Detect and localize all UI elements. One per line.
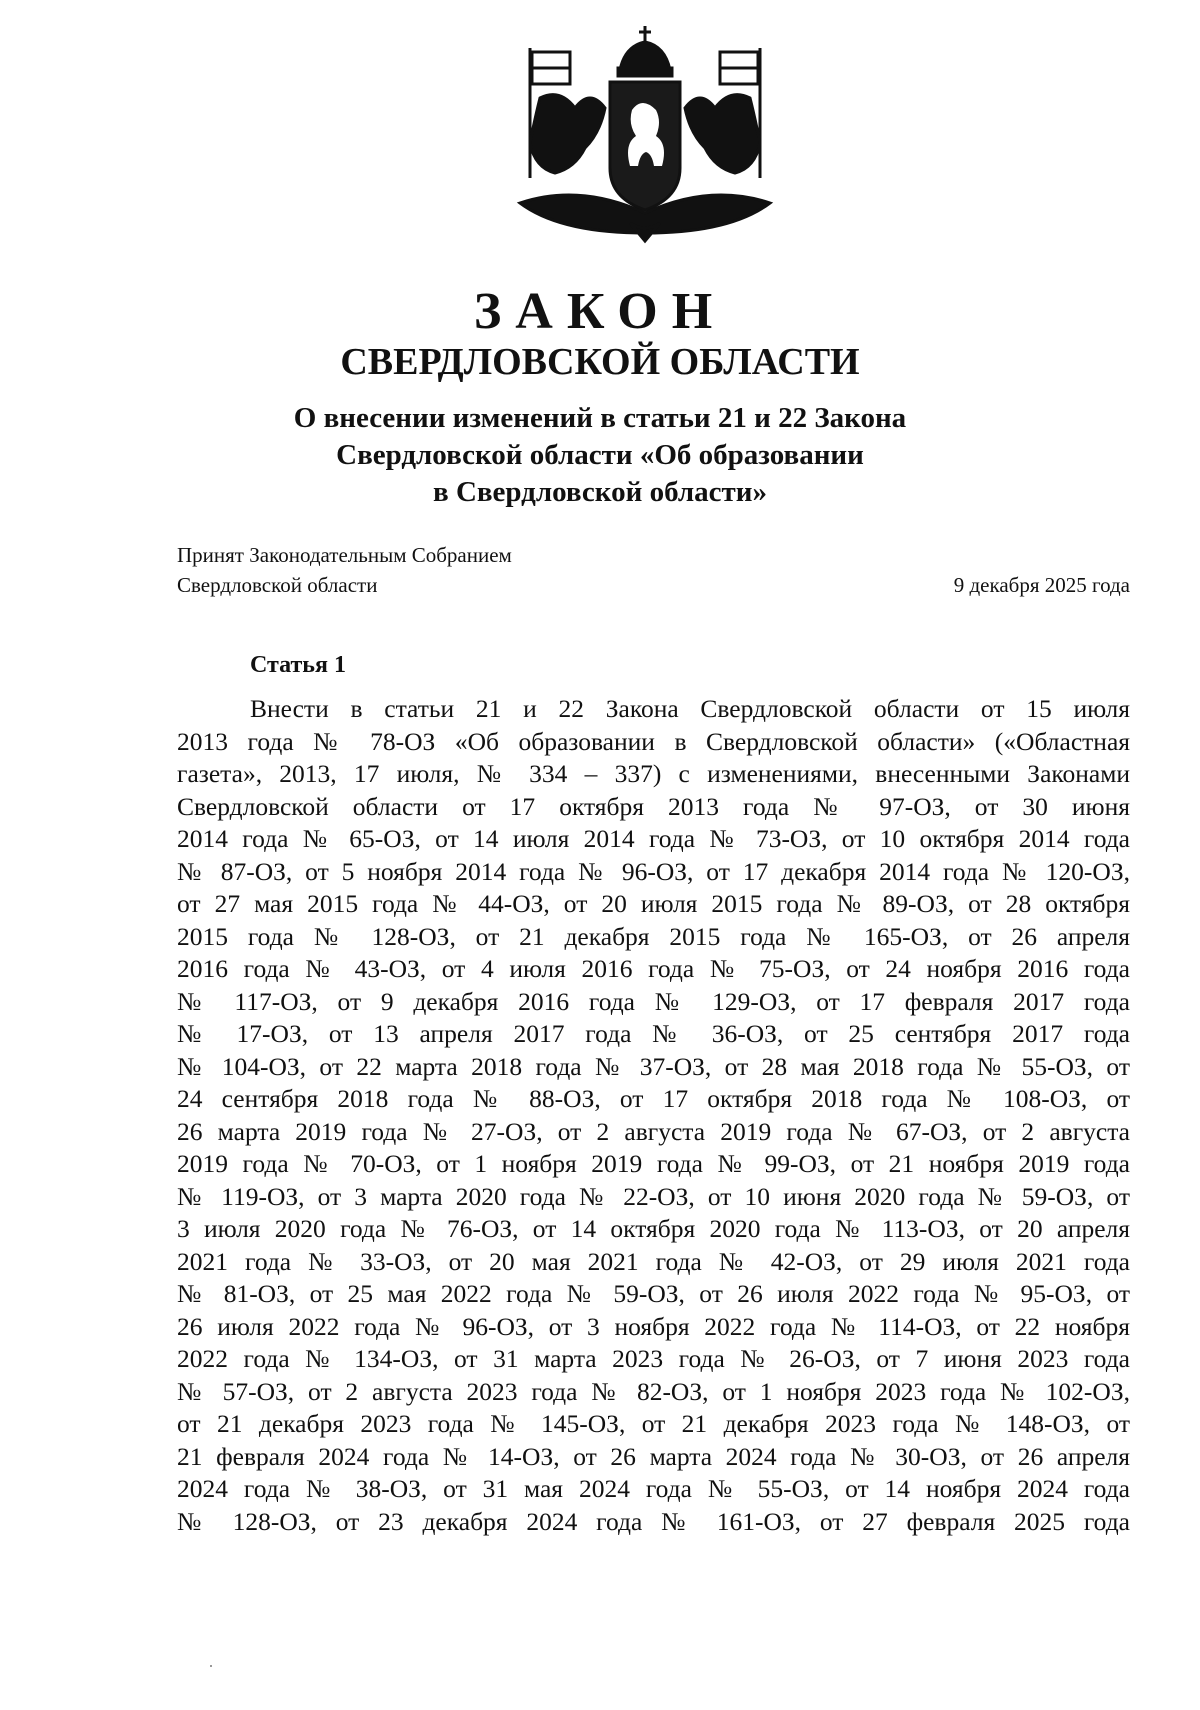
- law-subject: [0, 400, 1200, 511]
- article-line: 3 июля 2020 года № 76-ОЗ, от 14 октября 2020 года № 113-ОЗ, от 20 апреля: [177, 1214, 1130, 1243]
- law-subject-line: Свердловской области «Об образовании: [336, 439, 864, 471]
- article-line: № 117-ОЗ, от 9 декабря 2016 года № 129-ОЗ, от 17 февраля 2017 года: [177, 986, 1130, 1016]
- law-subject-line: О внесении изменений в статьи 21 и 22 Закона: [293, 402, 907, 434]
- article-line: 2022 года № 134-ОЗ, от 31 марта 2023 года № 26-ОЗ, от 7 июня 2023 года: [177, 1344, 1130, 1373]
- article-line: Внести в статьи 21 и 22 Закона Свердловской области от 15 июля: [250, 694, 1130, 723]
- article-line: 26 марта 2019 года № 27-ОЗ, от 2 августа 2019 года № 67-ОЗ, от 2 августа: [177, 1116, 1130, 1146]
- adoption-date: 9 декабря 2025 года: [953, 573, 1130, 597]
- adoption-line: Свердловской области: [177, 573, 378, 597]
- article-line: 2015 года № 128-ОЗ, от 21 декабря 2015 года № 165-ОЗ, от 26 апреля: [177, 921, 1130, 951]
- article-line: 2021 года № 33-ОЗ, от 20 мая 2021 года № 42-ОЗ, от 29 июля 2021 года: [177, 1246, 1130, 1276]
- article-line: 2013 года № 78-ОЗ «Об образовании в Свердловской области» («Областная: [177, 726, 1130, 756]
- article-line: № 128-ОЗ, от 23 декабря 2024 года № 161-ОЗ, от 27 февраля 2025 года: [177, 1506, 1130, 1536]
- article-line: № 17-ОЗ, от 13 апреля 2017 года № 36-ОЗ, от 25 сентября 2017 года: [177, 1019, 1130, 1048]
- article-line: 24 сентября 2018 года № 88-ОЗ, от 17 октября 2018 года № 108-ОЗ, от: [177, 1084, 1130, 1113]
- article-line: 2014 года № 65-ОЗ, от 14 июля 2014 года № 73-ОЗ, от 10 октября 2014 года: [177, 824, 1130, 853]
- article-line: № 104-ОЗ, от 22 марта 2018 года № 37-ОЗ, от 28 мая 2018 года № 55-ОЗ, от: [177, 1051, 1130, 1081]
- document-title: ЗАКОН: [473, 283, 727, 340]
- article-line: 2019 года № 70-ОЗ, от 1 ноября 2019 года № 99-ОЗ, от 21 ноября 2019 года: [177, 1149, 1130, 1178]
- article-line: № 57-ОЗ, от 2 августа 2023 года № 82-ОЗ, от 1 ноября 2023 года № 102-ОЗ,: [177, 1376, 1130, 1406]
- article-line: № 81-ОЗ, от 25 мая 2022 года № 59-ОЗ, от 26 июля 2022 года № 95-ОЗ, от: [177, 1279, 1130, 1308]
- article-body: [177, 693, 1130, 1538]
- article-line: Свердловской области от 17 октября 2013 года № 97-ОЗ, от 30 июня: [177, 791, 1130, 821]
- scan-speck: [210, 1665, 212, 1667]
- article-line: № 119-ОЗ, от 3 марта 2020 года № 22-ОЗ, от 10 июня 2020 года № 59-ОЗ, от: [177, 1181, 1130, 1211]
- article-line: 2024 года № 38-ОЗ, от 31 мая 2024 года № 55-ОЗ, от 14 ноября 2024 года: [177, 1474, 1130, 1503]
- adoption-info: [177, 540, 512, 600]
- coat-of-arms-icon: [500, 18, 790, 248]
- adoption-line: Принят Законодательным Собранием: [177, 543, 512, 567]
- law-subject-line: в Свердловской области»: [433, 476, 767, 508]
- article-line: от 21 декабря 2023 года № 145-ОЗ, от 21 декабря 2023 года № 148-ОЗ, от: [177, 1409, 1130, 1438]
- article-line: от 27 мая 2015 года № 44-ОЗ, от 20 июля 2015 года № 89-ОЗ, от 28 октября: [177, 889, 1130, 918]
- article-line: 2016 года № 43-ОЗ, от 4 июля 2016 года № 75-ОЗ, от 24 ноября 2016 года: [177, 954, 1130, 983]
- article-line: 26 июля 2022 года № 96-ОЗ, от 3 ноября 2022 года № 114-ОЗ, от 22 ноября: [177, 1311, 1130, 1341]
- article-heading: Статья 1: [250, 652, 346, 678]
- article-line: № 87-ОЗ, от 5 ноября 2014 года № 96-ОЗ, от 17 декабря 2014 года № 120-ОЗ,: [177, 856, 1130, 886]
- article-line: газета», 2013, 17 июля, № 334 – 337) с изменениями, внесенными Законами: [177, 759, 1130, 788]
- article-line: 21 февраля 2024 года № 14-ОЗ, от 26 марта 2024 года № 30-ОЗ, от 26 апреля: [177, 1441, 1130, 1471]
- region-title: СВЕРДЛОВСКОЙ ОБЛАСТИ: [340, 341, 860, 383]
